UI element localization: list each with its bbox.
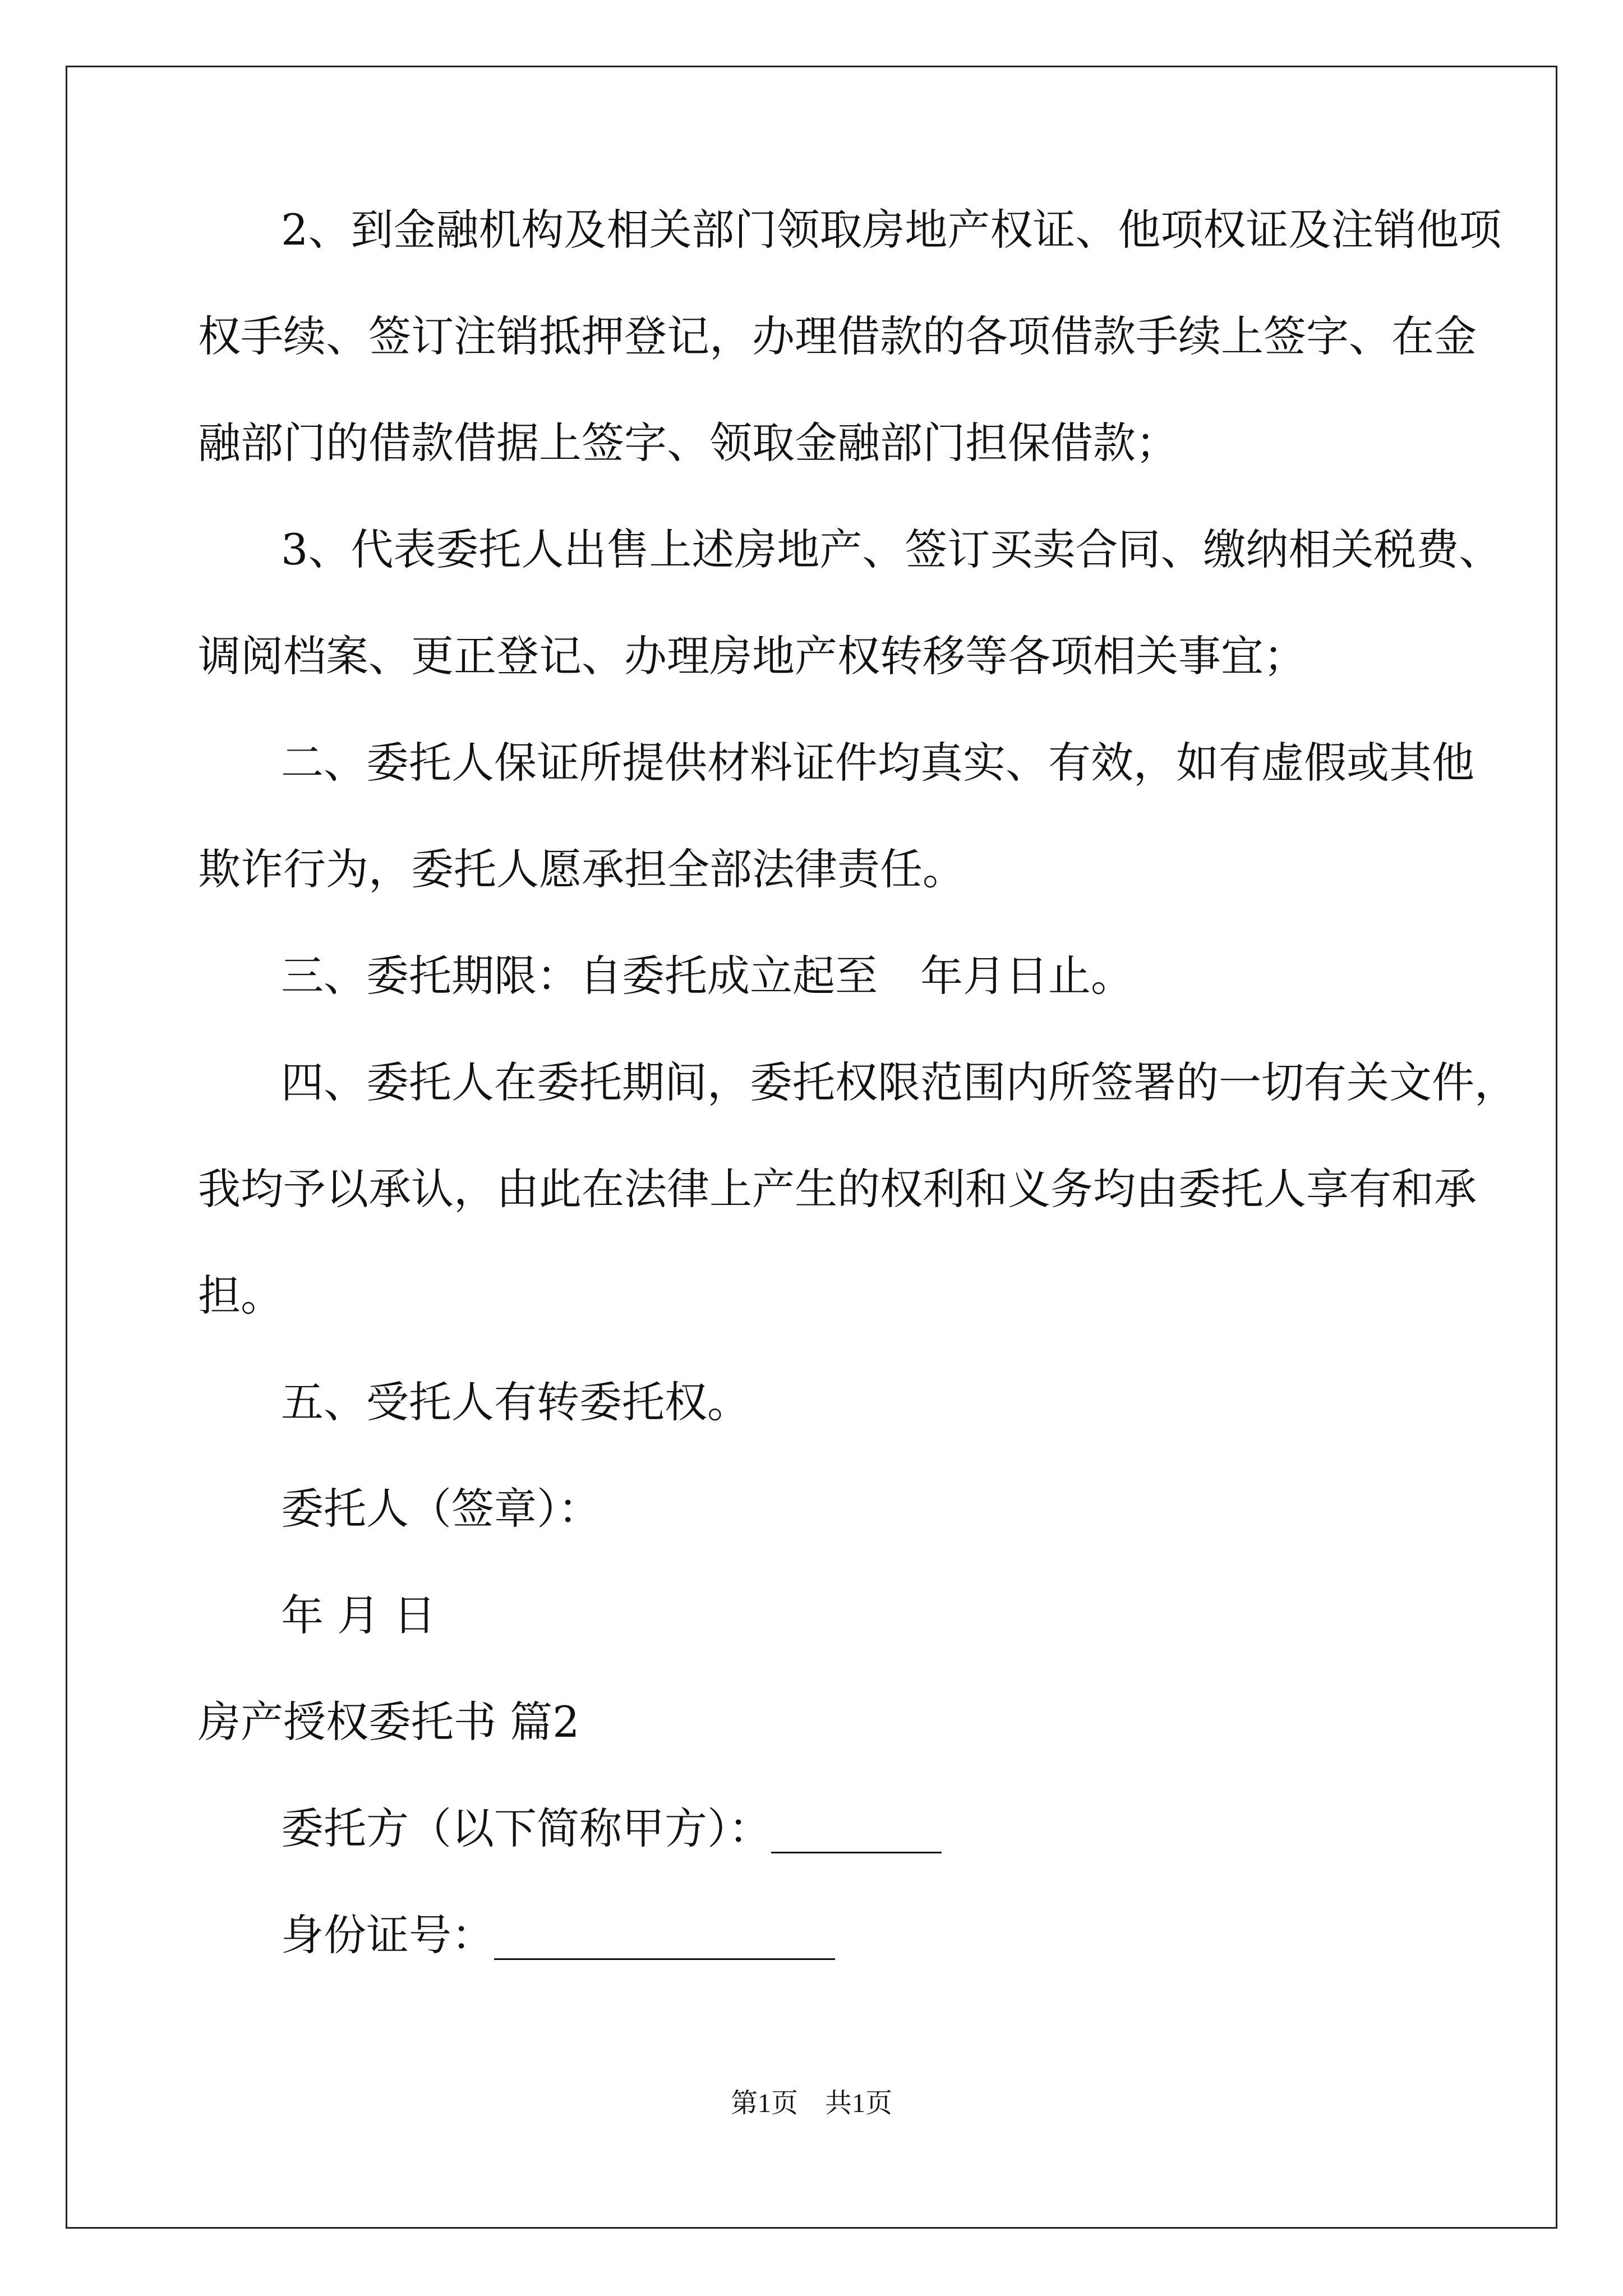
id-number-field: 身份证号：________________ <box>281 1910 835 1960</box>
paragraph-line: 五、受托人有转委托权。 <box>281 1377 750 1427</box>
section-heading: 房产授权委托书 篇2 <box>198 1697 580 1747</box>
page-border <box>66 66 1557 2229</box>
paragraph-line: 我均予以承认，由此在法律上产生的权利和义务均由委托人享有和承 <box>198 1164 1477 1214</box>
party-a-field: 委托方（以下简称甲方）：________ <box>281 1803 942 1853</box>
paragraph-line: 调阅档案、更正登记、办理房地产权转移等各项相关事宜； <box>198 631 1306 681</box>
paragraph-line: 2、到金融机构及相关部门领取房地产权证、他项权证及注销他项 <box>281 205 1502 255</box>
paragraph-line: 三、委托期限：自委托成立起至 年月日止。 <box>281 951 1133 1001</box>
paragraph-line: 四、委托人在委托期间，委托权限范围内所签署的一切有关文件， <box>281 1057 1517 1107</box>
page-number: 第1页 <box>730 2088 798 2118</box>
page-footer <box>0 2087 1623 2120</box>
paragraph-line: 融部门的借款借据上签字、领取金融部门担保借款； <box>198 418 1178 468</box>
paragraph-line: 二、委托人保证所提供材料证件均真实、有效，如有虚假或其他 <box>281 738 1474 788</box>
paragraph-line: 欺诈行为，委托人愿承担全部法律责任。 <box>198 844 965 894</box>
paragraph-line: 3、代表委托人出售上述房地产、签订买卖合同、缴纳相关税费、 <box>281 524 1502 574</box>
date-label: 年 月 日 <box>281 1590 436 1640</box>
paragraph-line: 权手续、签订注销抵押登记，办理借款的各项借款手续上签字、在金 <box>198 311 1477 361</box>
paragraph-line: 担。 <box>198 1271 283 1320</box>
page-total: 共1页 <box>825 2088 893 2118</box>
signature-label: 委托人（签章）： <box>281 1484 601 1534</box>
